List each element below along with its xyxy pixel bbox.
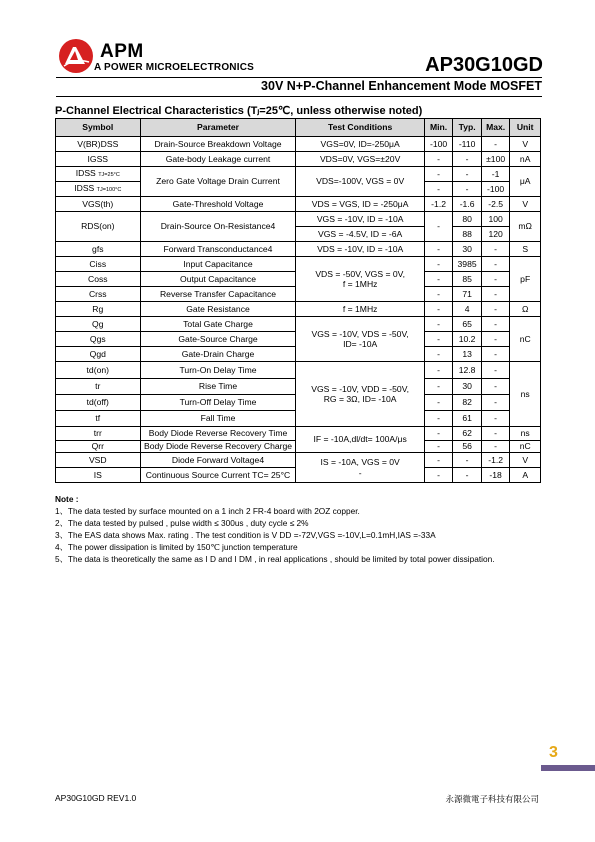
cell-parameter: Gate-Source Charge <box>140 332 296 347</box>
table-row <box>56 302 541 317</box>
table-row <box>56 167 541 182</box>
cell-parameter: Output Capacitance <box>140 272 296 287</box>
note-item: 3、The EAS data shows Max. rating . The test condition is V DD =-72V,VGS =-10V,L=0.1mH,IAS =-33A <box>55 530 436 540</box>
page-number: 3 <box>549 744 558 761</box>
header-conditions: Test Conditions <box>296 119 424 137</box>
symbol-condition: TJ=25°C <box>98 171 120 178</box>
cell-max: - <box>481 137 510 152</box>
cell-min: - <box>424 332 453 347</box>
cell-typ: 10.2 <box>453 332 482 347</box>
cell-min: - <box>424 347 453 362</box>
table-row <box>56 212 541 227</box>
logo-subtitle: A POWER MICROELECTRONICS <box>94 62 254 73</box>
cell-typ: - <box>453 468 482 483</box>
cell-symbol <box>56 167 141 182</box>
table-row <box>56 242 541 257</box>
cell-min: - <box>424 468 453 483</box>
cell-unit: mΩ <box>510 212 541 242</box>
cell-typ: 71 <box>453 287 482 302</box>
note-item: 5、The data is theoretically the same as I D and I DM , in real applications , should be limited by total power dissipation. <box>55 554 495 564</box>
table-row <box>56 152 541 167</box>
table-row <box>56 137 541 152</box>
cell-symbol <box>56 182 141 197</box>
cell-conditions: IS = -10A, VGS = 0V - <box>296 453 424 483</box>
cell-unit: nC <box>510 317 541 362</box>
note-item: 4、The power dissipation is limited by 150℃ junction temperature <box>55 542 298 552</box>
cell-symbol: Coss <box>56 272 141 287</box>
table-row <box>56 427 541 441</box>
cell-max: ±100 <box>481 152 510 167</box>
cell-parameter: Gate Resistance <box>140 302 296 317</box>
document-subtitle: 30V N+P-Channel Enhancement Mode MOSFET <box>261 79 542 93</box>
cell-parameter: Forward Transconductance4 <box>140 242 296 257</box>
note-item: 1、The data tested by surface mounted on a 1 inch 2 FR-4 board with 2OZ copper. <box>55 506 360 516</box>
cell-min: -1.2 <box>424 197 453 212</box>
symbol-text: IDSS <box>75 167 96 178</box>
cell-symbol: tf <box>56 411 141 427</box>
cell-conditions: VGS = -4.5V, ID = -6A <box>296 227 424 242</box>
cell-parameter: Reverse Transfer Capacitance <box>140 287 296 302</box>
cell-unit: nA <box>510 152 541 167</box>
cell-symbol: IS <box>56 468 141 483</box>
apm-logo-icon <box>58 38 94 74</box>
cell-parameter: Gate-Drain Charge <box>140 347 296 362</box>
cell-max: -1 <box>481 167 510 182</box>
cell-max: - <box>481 302 510 317</box>
cell-min: - <box>424 302 453 317</box>
table-row <box>56 362 541 379</box>
cell-typ: 30 <box>453 242 482 257</box>
cell-min: - <box>424 427 453 441</box>
header-min: Min. <box>424 119 453 137</box>
cell-max: - <box>481 317 510 332</box>
cell-min: -100 <box>424 137 453 152</box>
cell-min: - <box>424 272 453 287</box>
cell-typ: 4 <box>453 302 482 317</box>
table-header-row <box>56 119 541 137</box>
cell-symbol: td(on) <box>56 362 141 379</box>
cell-typ: 56 <box>453 441 482 453</box>
table-row <box>56 317 541 332</box>
cell-unit: ns <box>510 427 541 441</box>
cell-min: - <box>424 395 453 411</box>
cell-max: - <box>481 395 510 411</box>
cell-symbol: IGSS <box>56 152 141 167</box>
cell-max: - <box>481 411 510 427</box>
cell-symbol: Ciss <box>56 257 141 272</box>
note-item: 2、The data tested by pulsed , pulse width ≤ 300us , duty cycle ≤ 2% <box>55 518 309 528</box>
cell-unit: Ω <box>510 302 541 317</box>
cell-parameter: Turn-On Delay Time <box>140 362 296 379</box>
cell-min: - <box>424 257 453 272</box>
cell-max: - <box>481 272 510 287</box>
cell-min: - <box>424 379 453 395</box>
cell-min: - <box>424 453 453 468</box>
cell-unit: V <box>510 137 541 152</box>
cell-symbol: tr <box>56 379 141 395</box>
cell-unit: V <box>510 453 541 468</box>
cell-conditions: VDS=0V, VGS=±20V <box>296 152 424 167</box>
cell-parameter: Body Diode Reverse Recovery Charge <box>140 441 296 453</box>
cell-max: - <box>481 362 510 379</box>
header-parameter: Parameter <box>140 119 296 137</box>
cell-parameter: Diode Forward Voltage4 <box>140 453 296 468</box>
header-unit: Unit <box>510 119 541 137</box>
company-name: 永源微電子科技有限公司 <box>445 795 539 805</box>
cell-min: - <box>424 362 453 379</box>
cell-symbol: Qg <box>56 317 141 332</box>
cell-typ: 65 <box>453 317 482 332</box>
cell-conditions: VGS = -10V, ID = -10A <box>296 212 424 227</box>
cell-typ: 13 <box>453 347 482 362</box>
cell-symbol: trr <box>56 427 141 441</box>
cell-conditions: VDS=-100V, VGS = 0V <box>296 167 424 197</box>
table-row <box>56 257 541 272</box>
cell-symbol: Qgd <box>56 347 141 362</box>
cell-unit: nC <box>510 441 541 453</box>
cell-unit: ns <box>510 362 541 427</box>
cell-symbol: td(off) <box>56 395 141 411</box>
cell-parameter: Fall Time <box>140 411 296 427</box>
cell-min: - <box>424 242 453 257</box>
cell-parameter: Gate-Threshold Voltage <box>140 197 296 212</box>
cell-unit: pF <box>510 257 541 302</box>
cell-typ: -110 <box>453 137 482 152</box>
cell-min: - <box>424 317 453 332</box>
cell-typ: - <box>453 167 482 182</box>
symbol-condition: TJ=100°C <box>96 186 122 193</box>
cell-typ: 3985 <box>453 257 482 272</box>
cell-typ: 82 <box>453 395 482 411</box>
cell-typ: -1.6 <box>453 197 482 212</box>
cell-max: -100 <box>481 182 510 197</box>
cell-max: - <box>481 379 510 395</box>
cell-max: - <box>481 347 510 362</box>
cell-symbol: gfs <box>56 242 141 257</box>
electrical-characteristics-table <box>55 118 541 483</box>
cell-conditions: VGS = -10V, VDD = -50V, RG = 3Ω, ID= -10A <box>296 362 424 427</box>
cell-conditions: VGS=0V, ID=-250μA <box>296 137 424 152</box>
cell-parameter: Continuous Source Current TC= 25°C <box>140 468 296 483</box>
cell-parameter: Gate-body Leakage current <box>140 152 296 167</box>
cell-symbol: Crss <box>56 287 141 302</box>
page-number-bar <box>541 765 595 771</box>
cell-parameter: Rise Time <box>140 379 296 395</box>
cell-typ: - <box>453 182 482 197</box>
cell-symbol: Rg <box>56 302 141 317</box>
company-logo <box>58 38 258 78</box>
cell-conditions: IF = -10A,dl/dt= 100A/μs <box>296 427 424 453</box>
cell-conditions: f = 1MHz <box>296 302 424 317</box>
cell-min: - <box>424 182 453 197</box>
cell-min: - <box>424 167 453 182</box>
cell-parameter: Input Capacitance <box>140 257 296 272</box>
logo-name: APM <box>100 41 144 62</box>
cell-max: - <box>481 427 510 441</box>
part-number: AP30G10GD <box>425 54 543 76</box>
cell-max: - <box>481 332 510 347</box>
cell-typ: 88 <box>453 227 482 242</box>
cell-typ: - <box>453 152 482 167</box>
cell-parameter: Body Diode Reverse Recovery Time <box>140 427 296 441</box>
cell-symbol: VSD <box>56 453 141 468</box>
cell-unit: V <box>510 197 541 212</box>
cell-conditions: VGS = -10V, VDS = -50V, ID= -10A <box>296 317 424 362</box>
cell-max: 120 <box>481 227 510 242</box>
symbol-text: IDSS <box>74 182 95 193</box>
table-row <box>56 197 541 212</box>
header-max: Max. <box>481 119 510 137</box>
cell-typ: 30 <box>453 379 482 395</box>
cell-min: - <box>424 212 453 242</box>
cell-max: - <box>481 441 510 453</box>
header-divider <box>56 77 542 78</box>
cell-max: 100 <box>481 212 510 227</box>
cell-min: - <box>424 287 453 302</box>
cell-parameter: Turn-Off Delay Time <box>140 395 296 411</box>
cell-typ: 12.8 <box>453 362 482 379</box>
notes-title: Note : <box>55 494 79 504</box>
header-typ: Typ. <box>453 119 482 137</box>
cell-conditions: VDS = VGS, ID = -250μA <box>296 197 424 212</box>
cell-min: - <box>424 441 453 453</box>
cell-typ: 61 <box>453 411 482 427</box>
cell-typ: 62 <box>453 427 482 441</box>
cell-parameter: Drain-Source On-Resistance4 <box>140 212 296 242</box>
cell-symbol: VGS(th) <box>56 197 141 212</box>
cell-typ: 80 <box>453 212 482 227</box>
section-title: P-Channel Electrical Characteristics (Tⱼ=25℃, unless otherwise noted) <box>55 105 423 117</box>
cell-min: - <box>424 411 453 427</box>
cell-unit: A <box>510 468 541 483</box>
cell-parameter: Zero Gate Voltage Drain Current <box>140 167 296 197</box>
document-revision: AP30G10GD REV1.0 <box>55 793 137 803</box>
subtitle-divider <box>56 96 542 97</box>
notes-section <box>55 493 555 565</box>
cell-symbol: V(BR)DSS <box>56 137 141 152</box>
header-symbol: Symbol <box>56 119 141 137</box>
cell-max: - <box>481 287 510 302</box>
cell-symbol: Qrr <box>56 441 141 453</box>
cell-max: -1.2 <box>481 453 510 468</box>
cell-unit: μA <box>510 167 541 197</box>
cell-conditions: VDS = -10V, ID = -10A <box>296 242 424 257</box>
cell-unit: S <box>510 242 541 257</box>
cell-conditions: VDS = -50V, VGS = 0V, f = 1MHz <box>296 257 424 302</box>
cell-typ: 85 <box>453 272 482 287</box>
cell-max: -2.5 <box>481 197 510 212</box>
table-row <box>56 453 541 468</box>
cell-parameter: Total Gate Charge <box>140 317 296 332</box>
cell-max: - <box>481 242 510 257</box>
cell-typ: - <box>453 453 482 468</box>
cell-parameter: Drain-Source Breakdown Voltage <box>140 137 296 152</box>
cell-min: - <box>424 152 453 167</box>
cell-symbol: Qgs <box>56 332 141 347</box>
cell-symbol: RDS(on) <box>56 212 141 242</box>
cell-max: - <box>481 257 510 272</box>
cell-max: -18 <box>481 468 510 483</box>
